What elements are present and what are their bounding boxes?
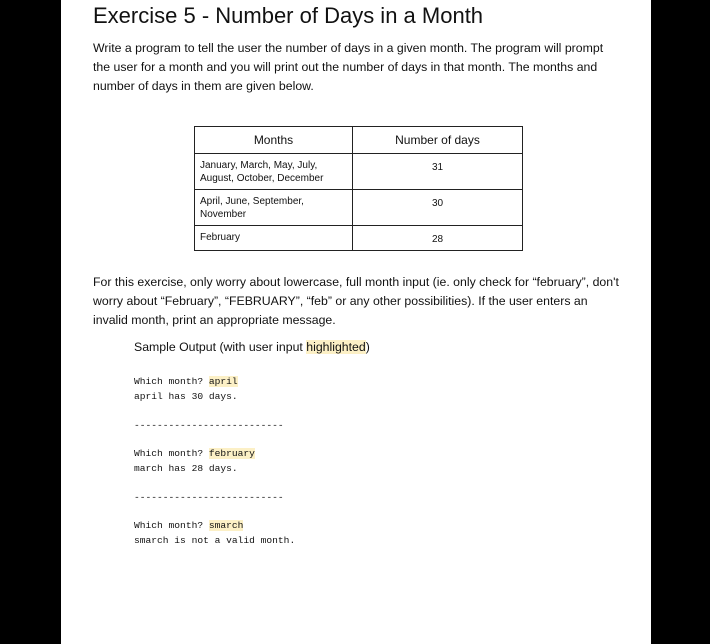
months-cell: January, March, May, July, August, October, December — [195, 154, 353, 190]
page-title: Exercise 5 - Number of Days in a Month — [93, 3, 484, 28]
prompt-text: Which month? — [134, 448, 209, 459]
sample-title-text: Sample Output (with user input — [134, 340, 307, 354]
table-header-row — [195, 127, 523, 154]
document-page — [61, 0, 651, 644]
program-output: smarch is not a valid month. — [134, 535, 296, 546]
sample-run-3 — [134, 518, 295, 548]
days-cell: 28 — [353, 226, 523, 251]
program-output: march has 28 days. — [134, 463, 238, 474]
sample-title-highlight: highlighted — [306, 340, 366, 354]
table-row — [195, 226, 523, 251]
user-input: february — [208, 448, 255, 459]
prompt-text: Which month? — [134, 520, 209, 531]
sample-run-1 — [134, 374, 238, 404]
separator-line: -------------------------- — [134, 420, 284, 431]
days-table — [194, 126, 523, 251]
sample-output-heading — [134, 340, 370, 354]
intro-paragraph: Write a program to tell the user the number of days in a given month. The program will prompt the user for a month and you will print out the number of days in that month. The months and number of days in them are given below. — [93, 41, 604, 93]
separator-line: -------------------------- — [134, 492, 284, 503]
days-cell: 31 — [353, 154, 523, 190]
user-input: smarch — [208, 520, 244, 531]
days-cell: 30 — [353, 190, 523, 226]
table-row — [195, 190, 523, 226]
prompt-text: Which month? — [134, 376, 209, 387]
instructions-paragraph: For this exercise, only worry about lowercase, full month input (ie. only check for “february”, don't worry about “February”, “FEBRUARY”, “feb” or any other possibilities). If the user enters an invalid month, print an appropriate message. — [93, 275, 619, 327]
sample-title-end: ) — [365, 340, 370, 354]
table-row — [195, 154, 523, 190]
program-output: april has 30 days. — [134, 391, 238, 402]
user-input: april — [208, 376, 238, 387]
column-header-months: Months — [195, 127, 353, 154]
months-cell: February — [195, 226, 353, 251]
sample-run-2 — [134, 446, 255, 476]
months-cell: April, June, September, November — [195, 190, 353, 226]
column-header-days: Number of days — [353, 127, 523, 154]
